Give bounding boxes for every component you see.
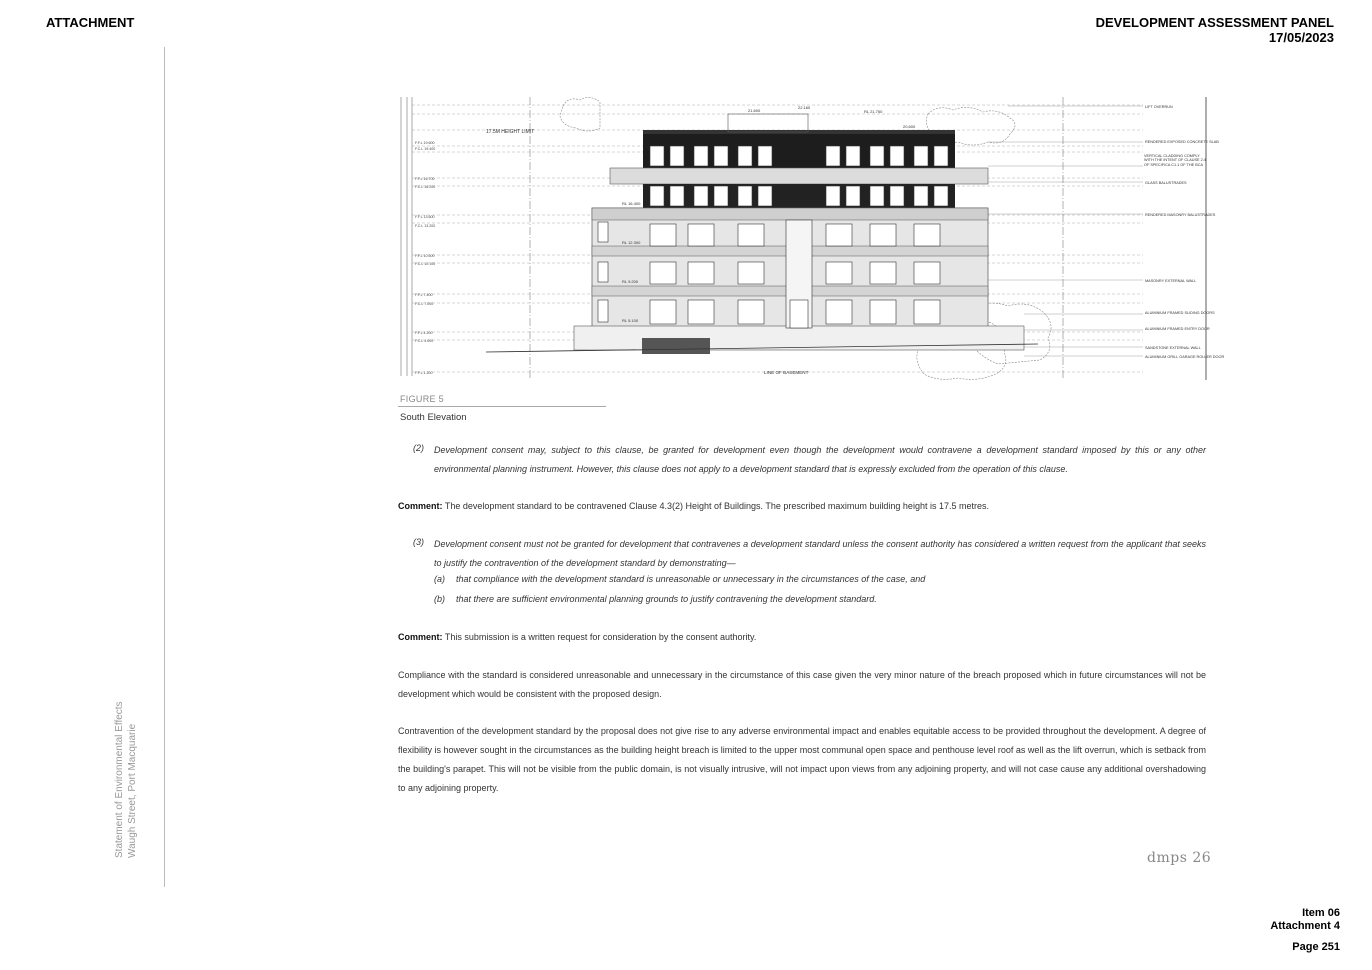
figure-label: FIGURE 5 bbox=[400, 394, 444, 404]
level-label: F.F.L 16.700 bbox=[415, 177, 435, 181]
footer-item: Item 06 bbox=[1302, 907, 1340, 919]
footer-attachment: Attachment 4 bbox=[1270, 920, 1340, 932]
comment1-label: Comment: bbox=[398, 501, 443, 511]
level-label: F.F.L 19.600 bbox=[415, 141, 435, 145]
note-masonry-balustrades: RENDERED MASONRY BALUSTRADES bbox=[1145, 213, 1216, 217]
note-sandstone-wall: SANDSTONE EXTERNAL WALL bbox=[1145, 346, 1201, 350]
rl-top1: 21.600 bbox=[748, 108, 761, 113]
note-entry-door: ALUMINIUM FRAMED ENTRY DOOR bbox=[1145, 327, 1210, 331]
level-label: F.C.L 10.100 bbox=[415, 262, 436, 266]
ground-plinth bbox=[574, 326, 1024, 350]
level-label: F.F.L 1.200 bbox=[415, 371, 433, 375]
rl-top3: RL 21.750 bbox=[864, 109, 883, 114]
sidebar-line1: Statement of Environmental Effects bbox=[114, 701, 125, 858]
rl-top2: 22.160 bbox=[798, 105, 811, 110]
dmps-logo: dmps 26 bbox=[1147, 850, 1212, 866]
paragraph-compliance: Compliance with the standard is considered unreasonable and unnecessary in the circumstance of this case given the very minor nature of the breach proposed which in future circumstances will not be development which would be consistent with the proposed design. bbox=[398, 670, 1206, 699]
note-vertical-cladding: VERTICAL CLADDING COMPLY WITH THE INTENT OF CLAUSE 2.4 OF SPECIFICA C1.1 OF THE BCA bbox=[1144, 154, 1206, 167]
level-label: F.F.L 10.500 bbox=[415, 254, 435, 258]
level-label: F.C.L 16.200 bbox=[415, 185, 436, 189]
level-labels bbox=[415, 141, 435, 375]
basement-label: LINE OF BASEMENT bbox=[764, 370, 809, 375]
level-label: F.F.L 13.600 bbox=[415, 215, 435, 219]
sidebar-line2: Waugh Street, Port Macquarie bbox=[127, 723, 138, 858]
south-elevation-drawing bbox=[398, 94, 1225, 384]
rl-level3: RL 12.300 bbox=[622, 240, 641, 245]
level3-band bbox=[592, 208, 988, 220]
level-label: F.F.L 4.200 bbox=[415, 331, 433, 335]
note-glass-balustrades: GLASS BALUSTRADES bbox=[1145, 181, 1187, 185]
clause3a-text: that compliance with the development standard is unreasonable or unnecessary in the circumstances of the case, and bbox=[456, 574, 926, 584]
header-panel-title: DEVELOPMENT ASSESSMENT PANEL bbox=[1095, 15, 1334, 30]
rl-level4: RL 16.400 bbox=[622, 201, 641, 206]
comment1 bbox=[398, 497, 1206, 516]
comment2-text: This submission is a written request for consideration by the consent authority. bbox=[442, 632, 757, 642]
level-label: F.C.L 19.400 bbox=[415, 147, 436, 151]
comment2-label: Comment: bbox=[398, 632, 443, 642]
note-sliding-doors: ALUMINIUM FRAMED SLIDING DOORS bbox=[1145, 311, 1215, 315]
clause3a-number: (a) bbox=[434, 574, 445, 584]
clause2-number: (2) bbox=[413, 443, 424, 453]
material-labels bbox=[1144, 105, 1224, 359]
clause3-text: Development consent must not be granted for development that contravenes a development standard unless the consent authority has considered a written request from the applicant that seeks to justify the contravention of the development standard by demonstrating— bbox=[434, 539, 1206, 568]
clause3-number: (3) bbox=[413, 537, 424, 547]
footer bbox=[1270, 907, 1340, 954]
header-attachment: ATTACHMENT bbox=[46, 15, 135, 30]
footer-page: Page 251 bbox=[1292, 941, 1340, 953]
clause3b-text: that there are sufficient environmental planning grounds to justify contravening the development standard. bbox=[456, 594, 877, 604]
level4-slab bbox=[610, 168, 988, 184]
rl-top4: 20.600 bbox=[903, 124, 916, 129]
sidebar-divider bbox=[164, 47, 165, 887]
height-limit-label: 17.5M HEIGHT LIMIT bbox=[486, 129, 535, 135]
level-label: F.C.L 4.000 bbox=[415, 339, 434, 343]
level-label: F.C.L 7.000 bbox=[415, 302, 434, 306]
rl-level2: RL 9.200 bbox=[622, 279, 639, 284]
note-lift-overrun: LIFT OVERRUN bbox=[1145, 105, 1173, 109]
penthouse-level bbox=[643, 132, 955, 168]
garage-door bbox=[642, 338, 710, 354]
comment1-text: The development standard to be contravened Clause 4.3(2) Height of Buildings. The prescribed maximum building height is 17.5 metres. bbox=[442, 501, 989, 511]
clause3b-number: (b) bbox=[434, 594, 445, 604]
comment2 bbox=[398, 628, 1206, 647]
clause2-text: Development consent may, subject to this clause, be granted for development even though the development would contravene a development standard imposed by this or any other environmental planning instrument. However, this clause does not apply to a development standard that is expressly excluded from the operation of this clause. bbox=[434, 445, 1206, 474]
note-garage-door: ALUMINIUM GRILL GARAGE ROLLER DOOR bbox=[1145, 355, 1225, 359]
header-panel bbox=[1096, 15, 1334, 45]
level-label: F.F.L 7.400 bbox=[415, 293, 433, 297]
figure-divider bbox=[398, 406, 606, 407]
level4-dark bbox=[643, 184, 955, 210]
level-label: F.C.L 13.200 bbox=[415, 224, 436, 228]
level-scale bbox=[401, 97, 412, 376]
lift-overrun bbox=[728, 114, 808, 132]
header-date: 17/05/2023 bbox=[1268, 30, 1334, 45]
figure-caption: South Elevation bbox=[400, 412, 467, 423]
note-masonry-wall: MASONRY EXTERNAL WALL bbox=[1145, 279, 1197, 283]
note-concrete-slab: RENDERED EXPOSED CONCRETE SLAB bbox=[1145, 140, 1219, 144]
paragraph-contravention: Contravention of the development standard by the proposal does not give rise to any adverse environmental impact and enables equitable access to be provided throughout the development. A degree of flexibility is however sought in the circumstances as the building height breach is limited to the upper most communal open space and penthouse level roof as well as the lift overrun, which is setback from the building's parapet. This will not be visible from the public domain, is not visually intrusive, will not impact upon views from any adjoining property, and will not case cause any additional overshadowing to any adjoining property. bbox=[398, 726, 1206, 793]
rl-level1: RL 5.100 bbox=[622, 318, 639, 323]
sidebar-document-title bbox=[113, 701, 139, 858]
material-leaders bbox=[988, 106, 1143, 356]
